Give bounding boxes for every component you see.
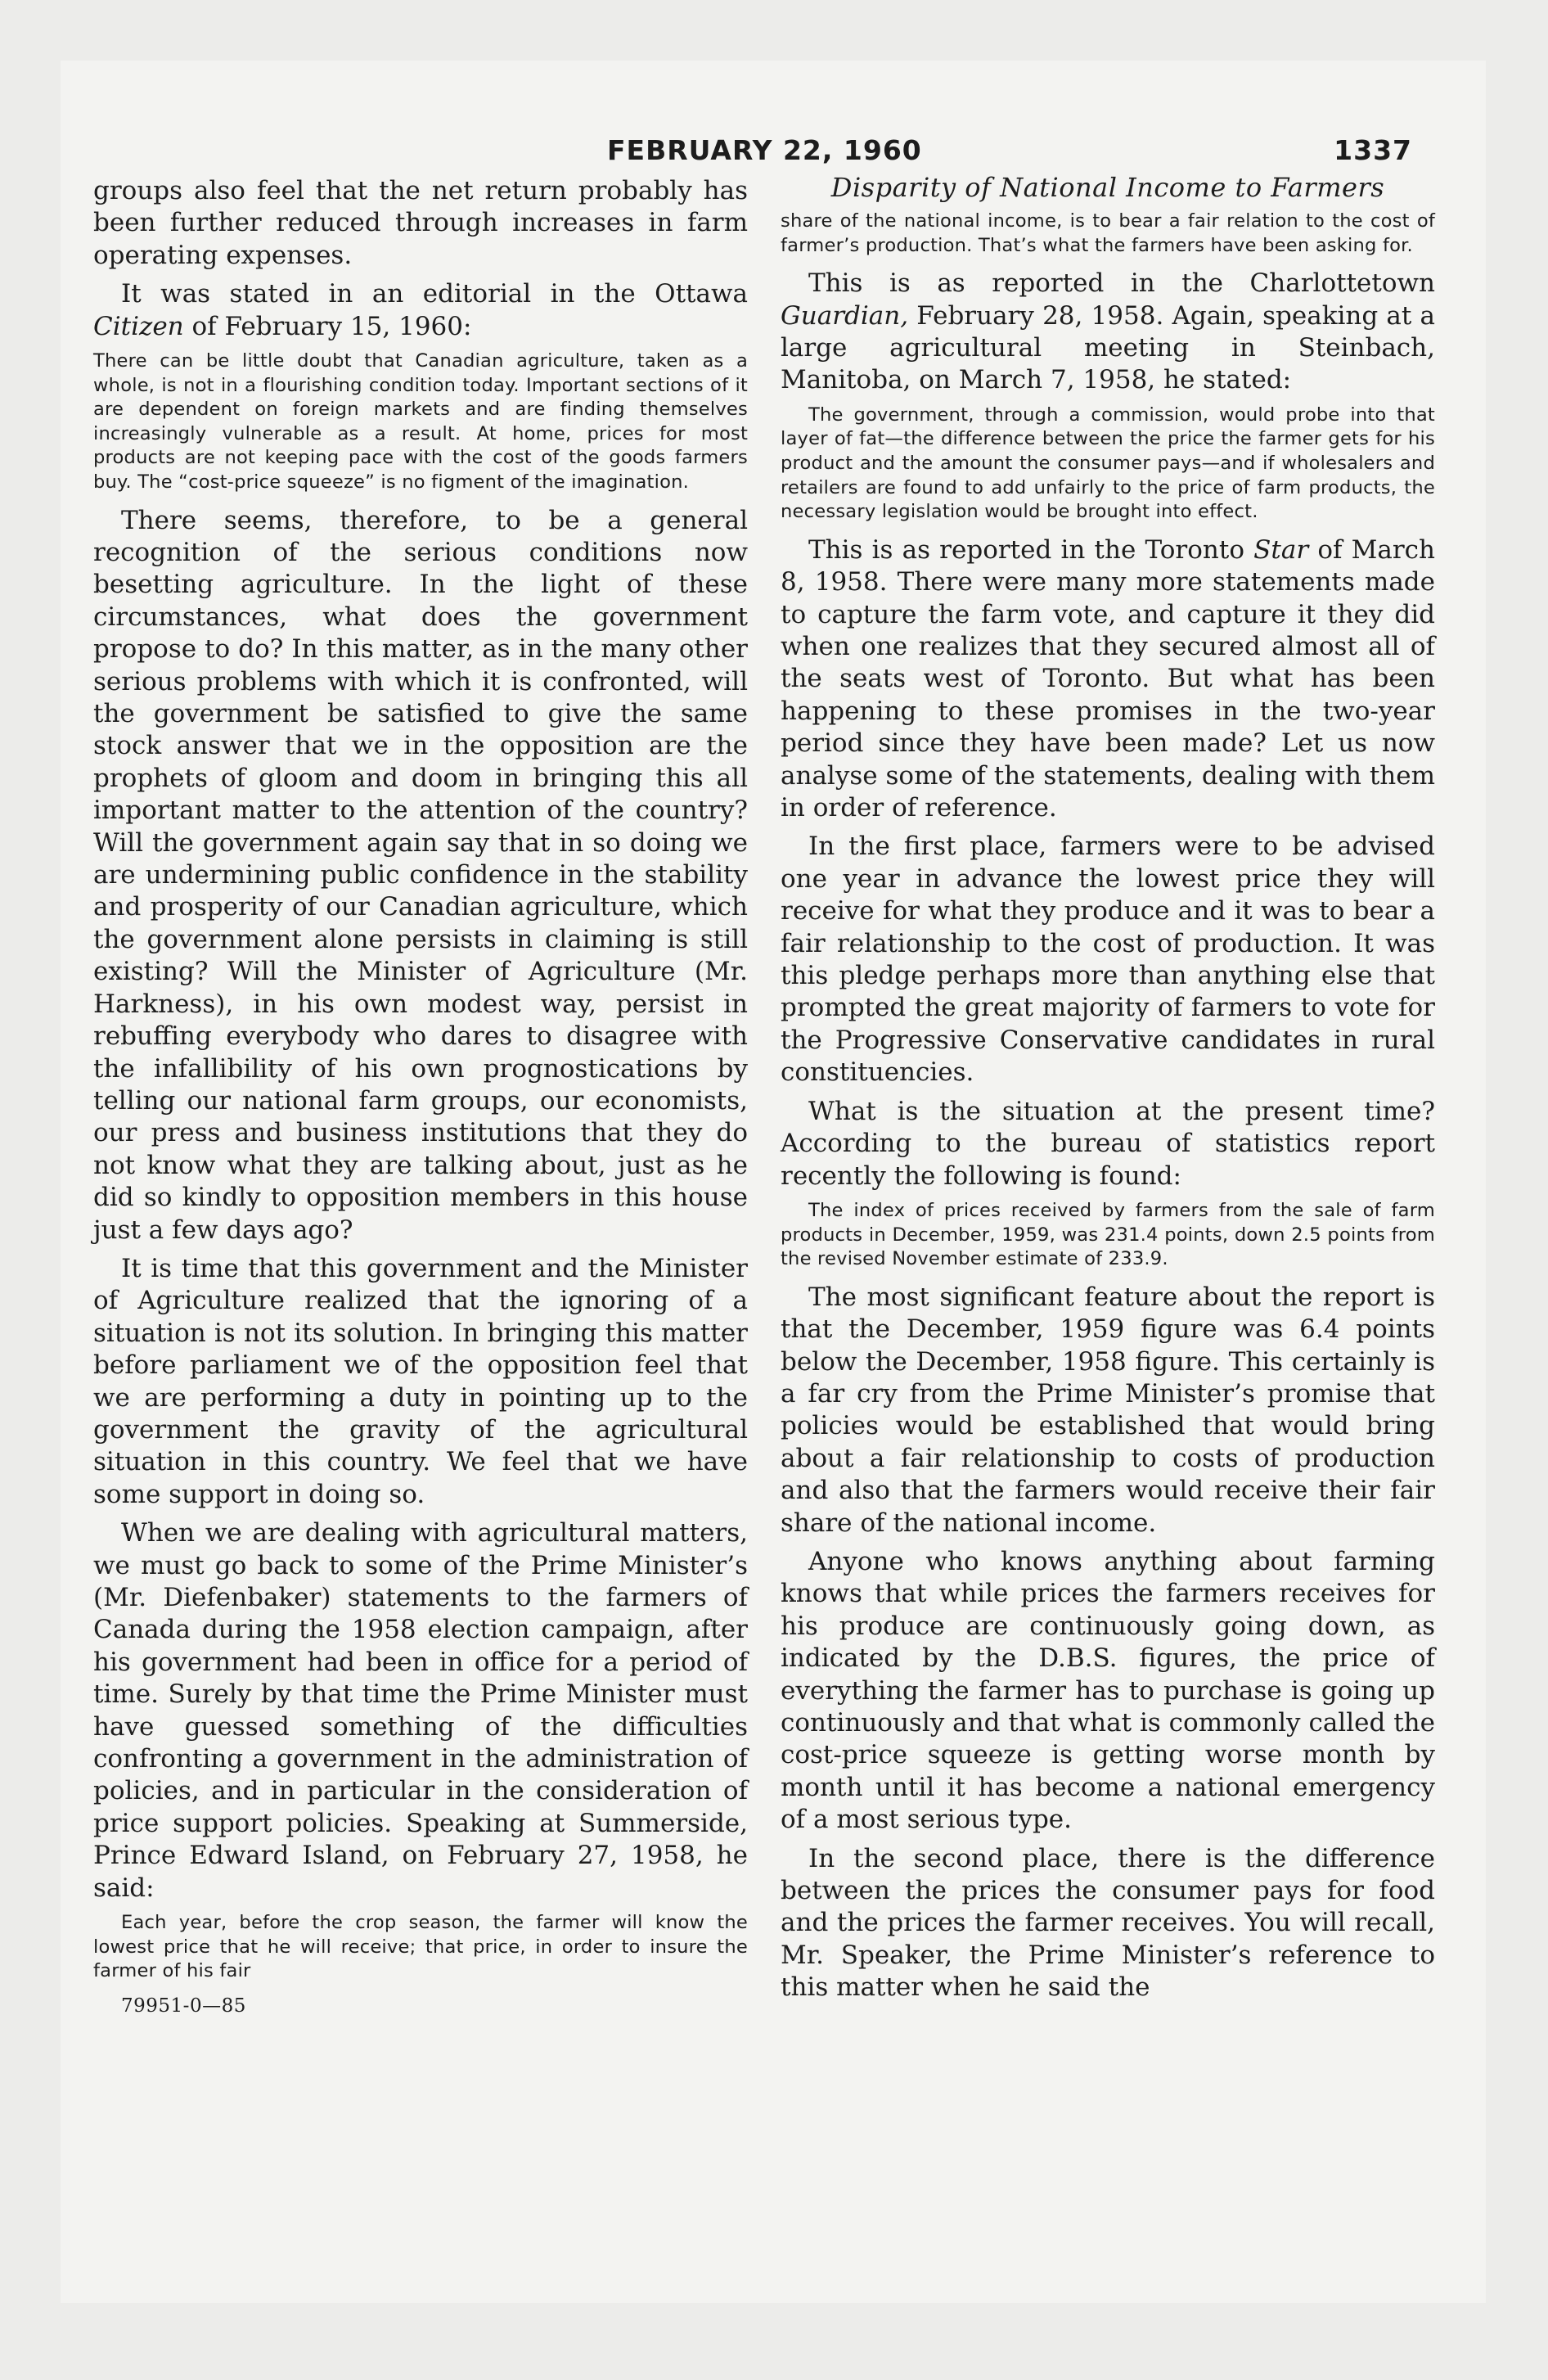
section-subheading: Disparity of National Income to Farmers <box>830 172 1385 203</box>
publication-name: Star <box>1253 534 1309 565</box>
block-quote: There can be little doubt that Canadian agriculture, taken as a whole, is not in a flourishing condition today. Important sections of it are dependent on foreign markets and are finding themselves increasingly vulnerable as a result. At home, prices for most products are not keeping pace with the cost of the goods farmers buy. The “cost-price squeeze” is no figment of the imagination. <box>93 350 748 493</box>
page-number: 1337 <box>1334 134 1412 166</box>
publication-name: Guardian, <box>781 300 909 331</box>
block-quote: share of the national income, is to bear a fair relation to the cost of farmer’s production. That’s what the farmers have been asking for. <box>781 210 1435 256</box>
block-quote: The index of prices received by farmers from the sale of farm products in December, 1959, was 231.4 points, down 2.5 points from the revised November estimate of 233.9. <box>781 1199 1435 1270</box>
paragraph: What is the situation at the present time? According to the bureau of statistics report recently the following is found: <box>781 1096 1435 1191</box>
paragraph: groups also feel that the net return probably has been further reduced through increases in farm operating expenses. <box>93 176 748 270</box>
paragraph <box>781 534 1435 825</box>
block-quote: Each year, before the crop season, the farmer will know the lowest price that he will receive; that price, in order to insure the farmer of his fair <box>93 1912 748 1982</box>
paragraph: In the second place, there is the difference between the prices the consumer pays for food and the prices the farmer receives. You will recall, Mr. Speaker, the Prime Minister’s reference to this matter when he said the <box>781 1843 1435 2003</box>
print-code: 79951-0—85 <box>121 1995 246 2017</box>
block-quote: The government, through a commission, would probe into that layer of fat—the difference between the price the farmer gets for his product and the amount the consumer pays—and if wholesalers and retailers are found to add unfairly to the price of farm products, the necessary legislation would be brought into effect. <box>781 403 1435 523</box>
paragraph: The most significant feature about the report is that the December, 1959 figure was 6.4 points below the December, 1958 figure. This certainly is a far cry from the Prime Minister’s promise that policies would be established that would bring about a fair relationship to costs of production and also that the farmers would receive their fair share of the national income. <box>781 1282 1435 1538</box>
right-column <box>781 172 1435 2011</box>
text-run: This is as reported in the Toronto <box>808 534 1254 565</box>
text-run: It was stated in an editorial in the Ottawa <box>121 279 748 309</box>
paragraph <box>781 268 1435 397</box>
paragraph: In the first place, farmers were to be advised one year in advance the lowest price they will receive for what they produce and it was to bear a fair relationship to the cost of production. It was this pledge perhaps more than anything else that prompted the great majority of farmers to vote for the Progressive Conservative candidates in rural constituencies. <box>781 832 1435 1088</box>
left-column <box>93 175 748 2017</box>
paragraph: There seems, therefore, to be a general recognition of the serious conditions now besetting agriculture. In the light of these circumstances, what does the government propose to do? In this matter, as in the many other serious problems with which it is confronted, will the government be satisfied to give the same stock answer that we in the opposition are the prophets of gloom and doom in bringing this all important matter to the attention of the country? Will the government again say that in so doing we are undermining public confidence in the stability and prosperity of our Canadian agriculture, which the government alone persists in claiming is still existing? Will the Minister of Agriculture (Mr. Harkness), in his own modest way, persist in rebuffing everybody who dares to disagree with the infallibility of his own prognostications by telling our national farm groups, our economists, our press and business institutions that they do not know what they are talking about, just as he did so kindly to opposition members in this house just a few days ago? <box>93 505 748 1245</box>
paragraph <box>93 278 748 343</box>
publication-name: Citizen <box>93 311 184 341</box>
text-run: February 28, 1958. Again, speaking at a large agricultural meeting in Steinbach, Manitoba, on March 7, 1958, he stated: <box>781 300 1435 395</box>
text-run: of March 8, 1958. There were many more statements made to capture the farm vote, and capture it they did when one realizes that they secured almost all of the seats west of Toronto. But what has been happening to these promises in the two-year period since they have been made? Let us now analyse some of the statements, dealing with them in order of reference. <box>781 534 1435 823</box>
paragraph: When we are dealing with agricultural matters, we must go back to some of the Prime Minister’s (Mr. Diefenbaker) statements to the farmers of Canada during the 1958 election campaign, after his government had been in office for a period of time. Surely by that time the Prime Minister must have guessed something of the difficulties confronting a government in the administration of policies, and in particular in the consideration of price support policies. Speaking at Summerside, Prince Edward Island, on February 27, 1958, he said: <box>93 1518 748 1903</box>
header-date: FEBRUARY 22, 1960 <box>607 134 922 166</box>
paragraph: Anyone who knows anything about farming knows that while prices the farmers receives for his produce are continuously going down, as indicated by the D.B.S. figures, the price of everything the farmer has to purchase is going up continuously and that what is commonly called the cost-price squeeze is getting worse month by month until it has become a national emergency of a most serious type. <box>781 1546 1435 1835</box>
text-run: of February 15, 1960: <box>183 311 472 341</box>
paragraph: It is time that this government and the Minister of Agriculture realized that the ignoring of a situation is not its solution. In bringing this matter before parliament we of the opposition feel that we are performing a duty in pointing up to the government the gravity of the agricultural situation in this country. We feel that we have some support in doing so. <box>93 1253 748 1509</box>
page-sheet <box>61 61 1486 2303</box>
text-run: This is as reported in the Charlottetown <box>808 268 1435 299</box>
